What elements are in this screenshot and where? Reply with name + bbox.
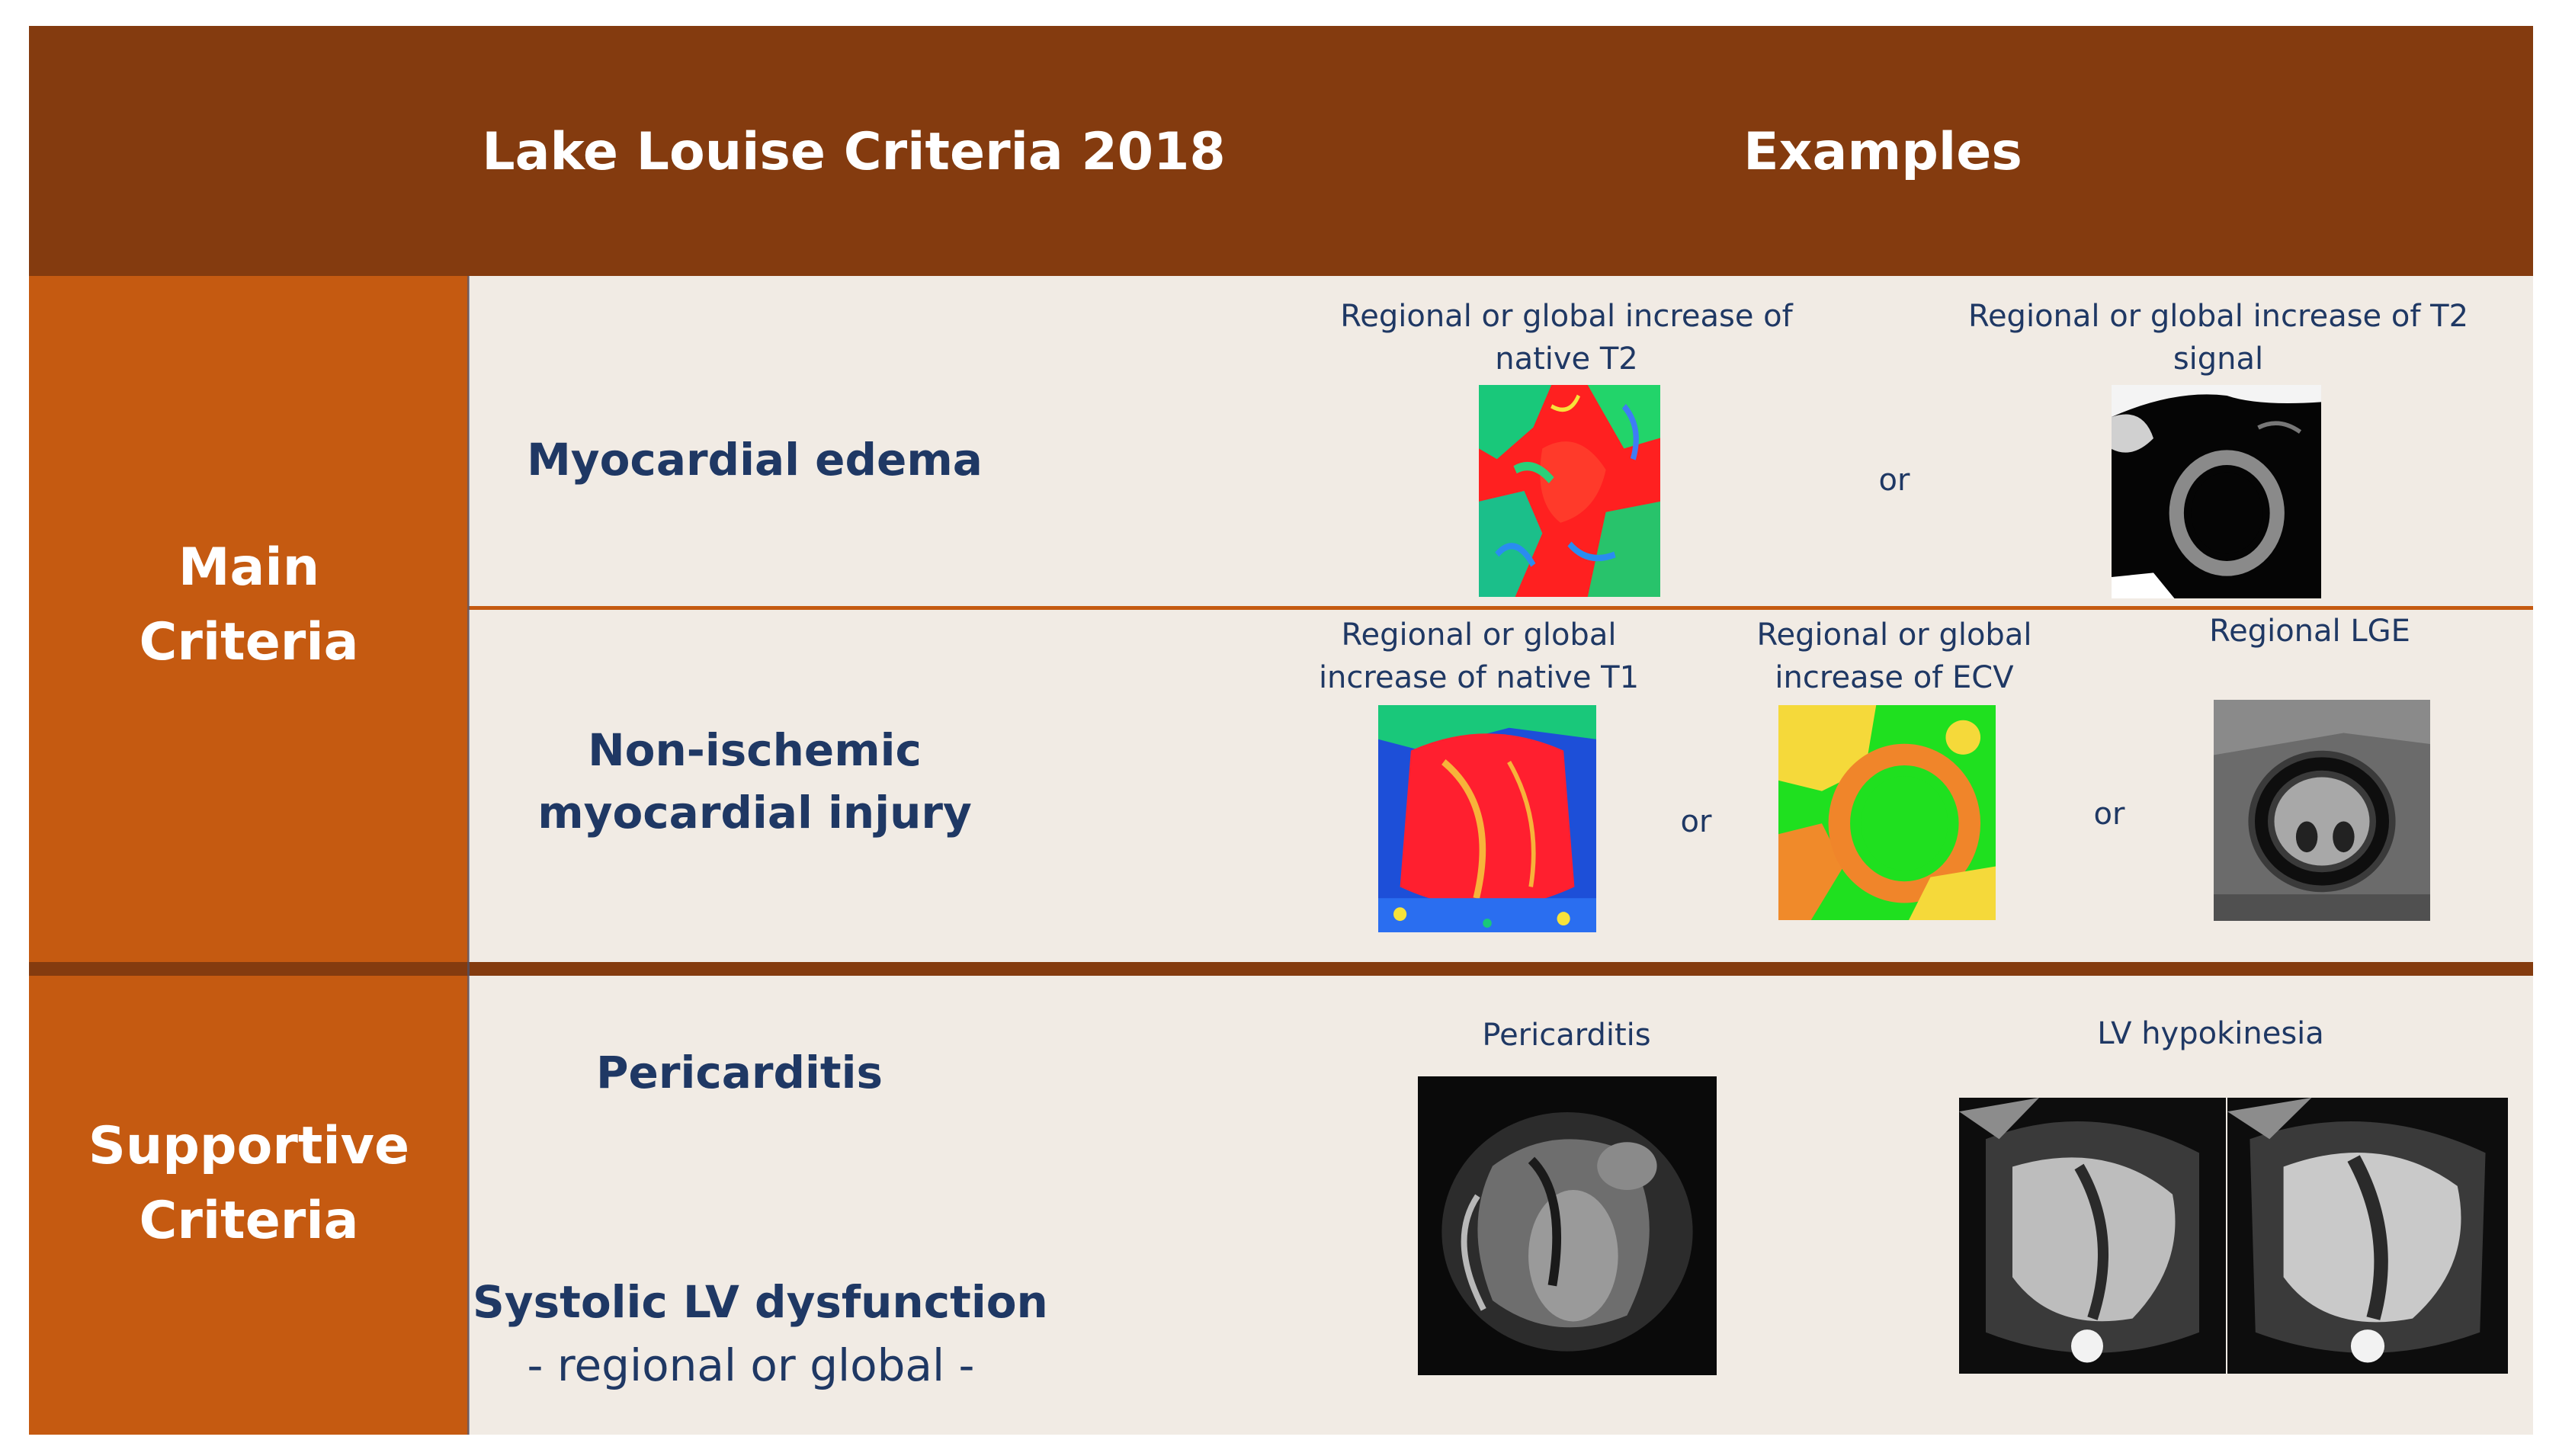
or-label-2: or	[2093, 797, 2125, 832]
image-pericarditis	[1418, 1076, 1717, 1375]
supportive-criteria-label-line2: Criteria	[139, 1191, 359, 1251]
section-divider	[29, 962, 2533, 976]
caption-native-t1: Regional or global increase of native T1	[1318, 617, 1640, 695]
image-native-t2-map	[1479, 385, 1660, 597]
or-label: or	[1878, 463, 1910, 498]
caption-regional-lge: Regional LGE	[2209, 614, 2410, 649]
column-divider	[467, 276, 470, 1435]
criterion-pericarditis: Pericarditis	[596, 1047, 883, 1098]
column-title-examples: Examples	[1743, 122, 2022, 182]
criterion-myocardial-edema: Myocardial edema	[527, 434, 983, 486]
caption-native-t2: Regional or global increase of native T2	[1340, 299, 1793, 377]
supportive-criteria-label	[29, 1109, 469, 1259]
criterion-systolic-lv-dysfunction: Systolic LV dysfunction	[473, 1276, 1048, 1328]
image-lv-hypokinesia-systole	[2227, 1098, 2508, 1374]
image-native-t1-map	[1378, 705, 1596, 932]
or-label-1: or	[1680, 804, 1712, 839]
image-ecv-map	[1778, 705, 1996, 920]
image-lv-hypokinesia-diastole	[1959, 1098, 2226, 1374]
column-title-criteria: Lake Louise Criteria 2018	[482, 122, 1226, 182]
image-regional-lge	[2214, 700, 2430, 921]
main-criteria-label	[29, 531, 469, 680]
supportive-criteria-label-line1: Supportive	[88, 1116, 410, 1176]
criterion-non-ischemic-injury-line2: myocardial injury	[537, 787, 972, 839]
caption-pericarditis: Pericarditis	[1482, 1018, 1651, 1053]
caption-ecv: Regional or global increase of ECV	[1756, 617, 2032, 695]
image-t2-signal	[2112, 385, 2321, 598]
criterion-non-ischemic-injury-line1: Non-ischemic	[588, 724, 922, 776]
criterion-systolic-lv-dysfunction-subtitle: - regional or global -	[527, 1339, 975, 1391]
criterion-non-ischemic-injury	[488, 719, 1021, 844]
main-criteria-label-line1: Main	[178, 537, 320, 598]
main-criteria-label-line2: Criteria	[139, 612, 359, 672]
table-header	[29, 26, 2533, 276]
caption-lv-hypokinesia: LV hypokinesia	[2097, 1016, 2324, 1051]
caption-t2-signal: Regional or global increase of T2 signal	[1967, 299, 2469, 377]
